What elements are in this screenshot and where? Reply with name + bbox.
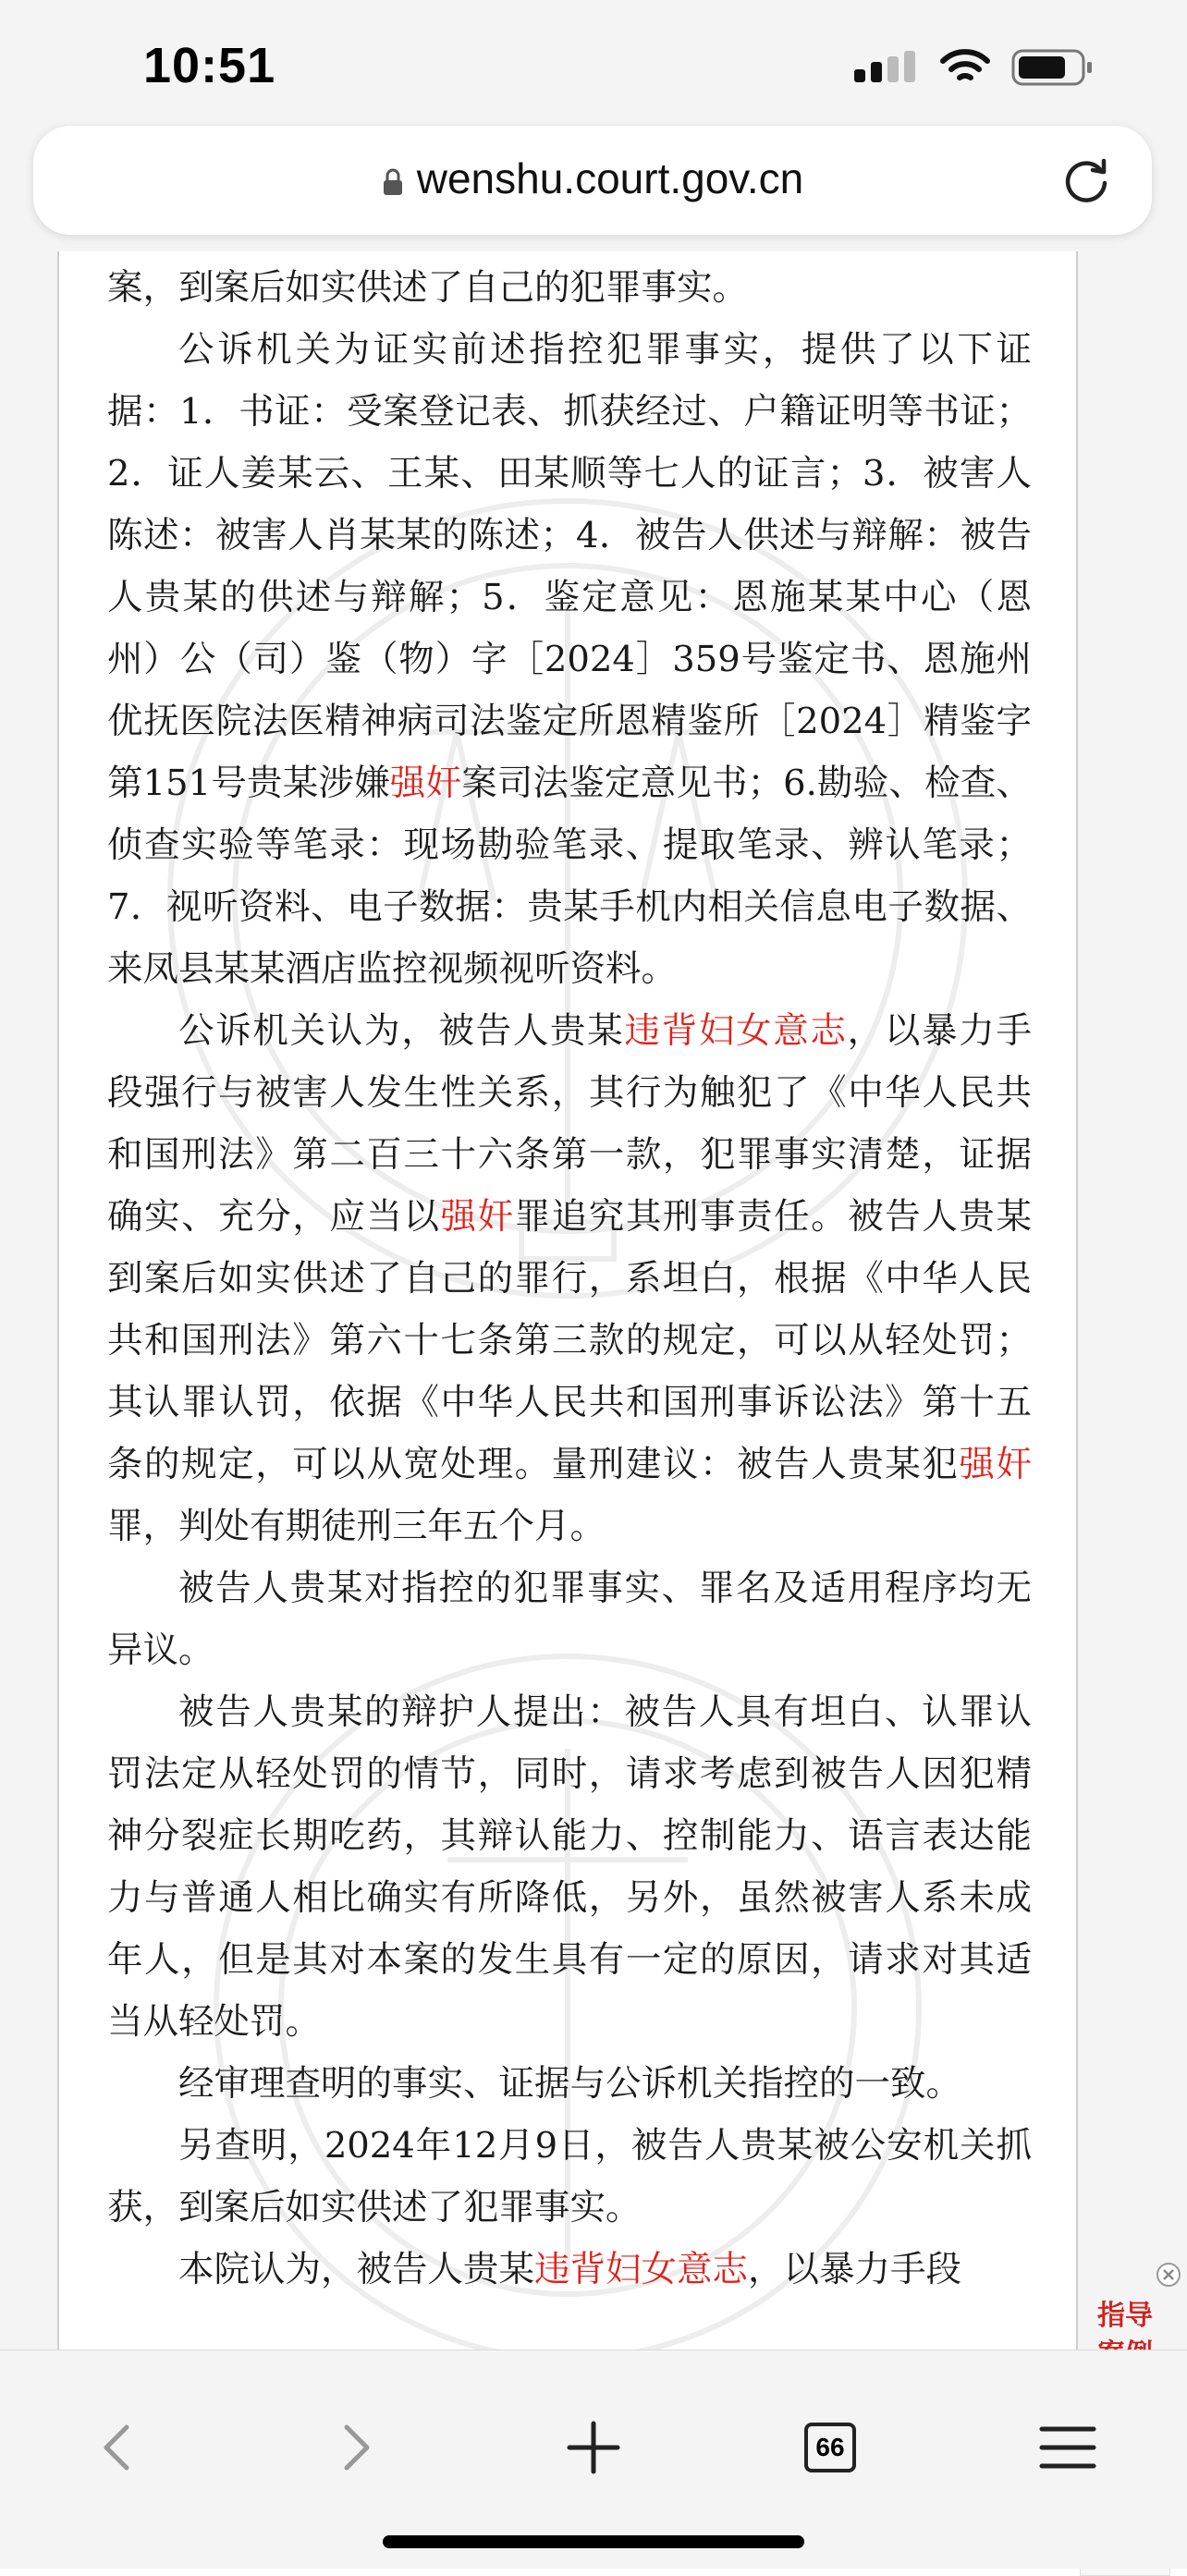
- forward-button[interactable]: [314, 2406, 398, 2489]
- status-time: 10:51: [143, 38, 276, 93]
- guide-case-label-1: 指导: [1097, 2300, 1153, 2332]
- tabs-button[interactable]: [789, 2406, 872, 2489]
- lock-icon: [382, 157, 404, 207]
- web-content[interactable]: [0, 251, 1187, 2350]
- battery-icon: [1011, 48, 1095, 87]
- paragraph-text: 案，到案后如实供述了自己的犯罪事实。: [107, 267, 749, 309]
- highlighted-keyword[interactable]: 违背妇女意志: [624, 1010, 848, 1052]
- paragraph-text: 公诉机关为证实前述指控犯罪事实，提供了以下证据：1．书证：受案登记表、抓获经过、户籍证明等书证；2．证人姜某云、王某、田某顺等七人的证言；3．被害人陈述：被害人肖某某的陈述；4．被告人供述与辩解：被告人贵某的供述与辩解；5．鉴定意见：恩施某某中心（恩州）公（司）鉴（物）字［2024］359号鉴定书、恩施州优抚医院法医精神病司法鉴定所恩精鉴所［2024］精鉴字第151号贵某涉嫌: [107, 329, 1032, 804]
- reload-icon[interactable]: [1059, 153, 1113, 211]
- highlighted-keyword[interactable]: 强奸: [440, 1196, 515, 1238]
- close-icon[interactable]: [1156, 2262, 1181, 2291]
- document-panel: [57, 251, 1078, 2470]
- paragraph-text: 罪，判处有期徒刑三年五个月。: [107, 1506, 606, 1547]
- paragraph-text: 罪追究其刑事责任。被告人贵某到案后如实供述了自己的罪行，系坦白，根据《中华人民共和国刑法》第六十七条第三款的规定，可以从轻处罚；其认罪认罚，依据《中华人民共和国刑事诉讼法》第十五条的规定，可以从宽处理。量刑建议：被告人贵某犯: [107, 1196, 1032, 1485]
- back-icon: [99, 2422, 136, 2473]
- paragraph-text: ，以暴力手段: [748, 2249, 962, 2290]
- paragraph-text: 本院认为，被告人贵某: [178, 2249, 535, 2290]
- cellular-signal-icon: [852, 49, 919, 86]
- paragraph: [107, 1000, 1032, 1557]
- status-icons: [852, 48, 1095, 87]
- paragraph: [107, 2239, 1032, 2301]
- menu-button[interactable]: [1026, 2406, 1109, 2489]
- paragraph: [107, 2115, 1032, 2239]
- new-tab-button[interactable]: [552, 2406, 635, 2489]
- url-text: wenshu.court.gov.cn: [416, 154, 804, 202]
- plus-icon: [566, 2420, 621, 2475]
- menu-icon: [1038, 2424, 1097, 2471]
- paragraph-text: 被告人贵某的辩护人提出：被告人具有坦白、认罪认罚法定从轻处罚的情节，同时，请求考虑到被告人因犯精神分裂症长期吃药，其辩认能力、控制能力、语言表达能力与普通人相比确实有所降低，另外，虽然被害人系未成年人，但是其对本案的发生具有一定的原因，请求对其适当从轻处罚。: [107, 1691, 1032, 2043]
- url-display[interactable]: [33, 153, 1152, 207]
- wifi-icon: [939, 48, 991, 87]
- paragraph: [107, 257, 1032, 319]
- paragraph: [107, 2053, 1032, 2115]
- paragraph-text: ，以暴力手段强行与被害人发生性关系，其行为触犯了《中华人民共和国刑法》第二百三十六条第一款，犯罪事实清楚，证据确实、充分，应当以: [107, 1010, 1032, 1238]
- highlighted-keyword[interactable]: 违背妇女意志: [534, 2249, 749, 2290]
- paragraph-text: 案司法鉴定意见书；6.勘验、检查、侦查实验等笔录：现场勘验笔录、提取笔录、辨认笔录；7．视听资料、电子数据：贵某手机内相关信息电子数据、来凤县某某酒店监控视频视听资料。: [107, 763, 1032, 990]
- home-indicator[interactable]: [383, 2535, 804, 2548]
- forward-icon: [337, 2422, 374, 2473]
- address-bar[interactable]: [33, 126, 1152, 235]
- paragraph-text: 另查明，2024年12月9日，被告人贵某被公安机关抓获，到案后如实供述了犯罪事实。: [107, 2125, 1032, 2228]
- highlighted-keyword[interactable]: 强奸: [959, 1444, 1032, 1485]
- highlighted-keyword[interactable]: 强奸: [389, 763, 462, 804]
- paragraph-text: 被告人贵某对指控的犯罪事实、罪名及适用程序均无异议。: [107, 1568, 1032, 1671]
- paragraph-text: 经审理查明的事实、证据与公诉机关指控的一致。: [178, 2063, 962, 2105]
- paragraph: [107, 1557, 1032, 1681]
- paragraph-text: 公诉机关认为，被告人贵某: [178, 1010, 625, 1052]
- judgment-text: [107, 257, 1032, 2301]
- address-bar-area: [0, 102, 1187, 251]
- bottom-toolbar: [0, 2350, 1187, 2569]
- back-button[interactable]: [76, 2406, 159, 2489]
- paragraph: [107, 1681, 1032, 2053]
- tab-count: 66: [804, 2423, 856, 2472]
- paragraph: [107, 319, 1032, 1000]
